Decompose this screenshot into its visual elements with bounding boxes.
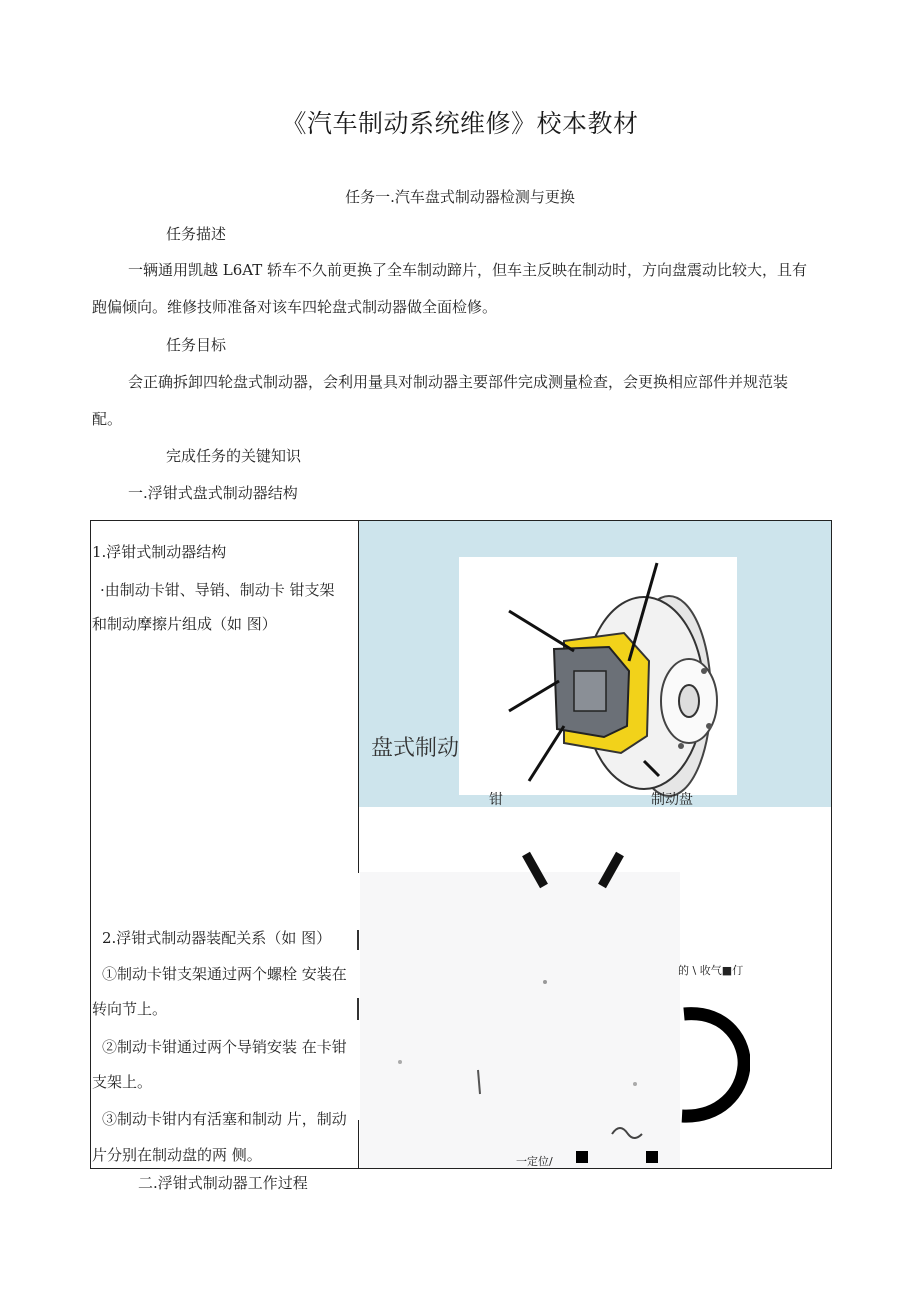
task-title: 任务一.汽车盘式制动器检测与更换 [345, 188, 575, 206]
task-goal-heading: 任务目标 [166, 336, 227, 354]
assembly-figure [360, 872, 680, 1168]
task-goal-line-2: 配。 [92, 410, 123, 428]
row1-heading: 1.浮钳式制动器结构 [92, 543, 227, 561]
task-goal-line-1: 会正确拆卸四轮盘式制动器，会利用量具对制动器主要部件完成测量检查，会更换相应部件并规范装 [128, 373, 789, 391]
row2-item2-line-2: 支架上。 [92, 1073, 153, 1091]
text-cursor-bar-1 [357, 930, 359, 950]
assembly-ring-mark [676, 1004, 750, 1124]
task-description-line-1: 一辆通用凯越 L6AT 轿车不久前更换了全车制动蹄片，但车主反映在制动时，方向盘震动比较大，且有 [128, 261, 808, 279]
figure1-label-caliper: 钳 [489, 792, 503, 807]
marker-square-2 [646, 1151, 658, 1163]
figure1-label: 盘式制动 [371, 736, 460, 761]
row2-item1-line-1: ①制动卡钳支架通过两个螺栓 安装在 [102, 965, 347, 983]
key-knowledge-heading: 完成任务的关键知识 [166, 447, 302, 465]
text-cursor-bar-2 [357, 998, 359, 1020]
task-description-heading: 任务描述 [166, 225, 227, 243]
assembly-arrows [520, 850, 640, 890]
row1-line-1: ·由制动卡钳、导销、制动卡 钳支架 [100, 581, 335, 599]
figure2-top-label: 的 \ 收气■仃 [678, 964, 744, 977]
section-2-heading: 二.浮钳式制动器工作过程 [138, 1174, 308, 1192]
row2-heading: 2.浮钳式制动器装配关系（如 图） [102, 929, 332, 947]
figure2-bottom-label: 一定位/ [516, 1155, 553, 1168]
row2-item2-line-1: ②制动卡钳通过两个导销安装 在卡钳 [102, 1038, 347, 1056]
document-title: 《汽车制动系统维修》校本教材 [281, 109, 639, 138]
row2-item1-line-2: 转向节上。 [92, 1000, 168, 1018]
table-divider-lower [358, 1120, 359, 1168]
disc-brake-illustration [359, 521, 831, 807]
row2-item3-line-2: 片分别在制动盘的两 侧。 [92, 1146, 262, 1164]
assembly-illustration [360, 872, 680, 1168]
figure1-label-rotor: 制动盘 [651, 792, 693, 807]
row1-line-2: 和制动摩擦片组成（如 图） [92, 615, 277, 633]
task-description-line-2: 跑偏倾向。维修技师准备对该车四轮盘式制动器做全面检修。 [92, 298, 498, 316]
disc-brake-figure [359, 521, 831, 807]
marker-square-1 [576, 1151, 588, 1163]
section-1-heading: 一.浮钳式盘式制动器结构 [128, 484, 298, 502]
row2-item3-line-1: ③制动卡钳内有活塞和制动 片，制动 [102, 1110, 347, 1128]
